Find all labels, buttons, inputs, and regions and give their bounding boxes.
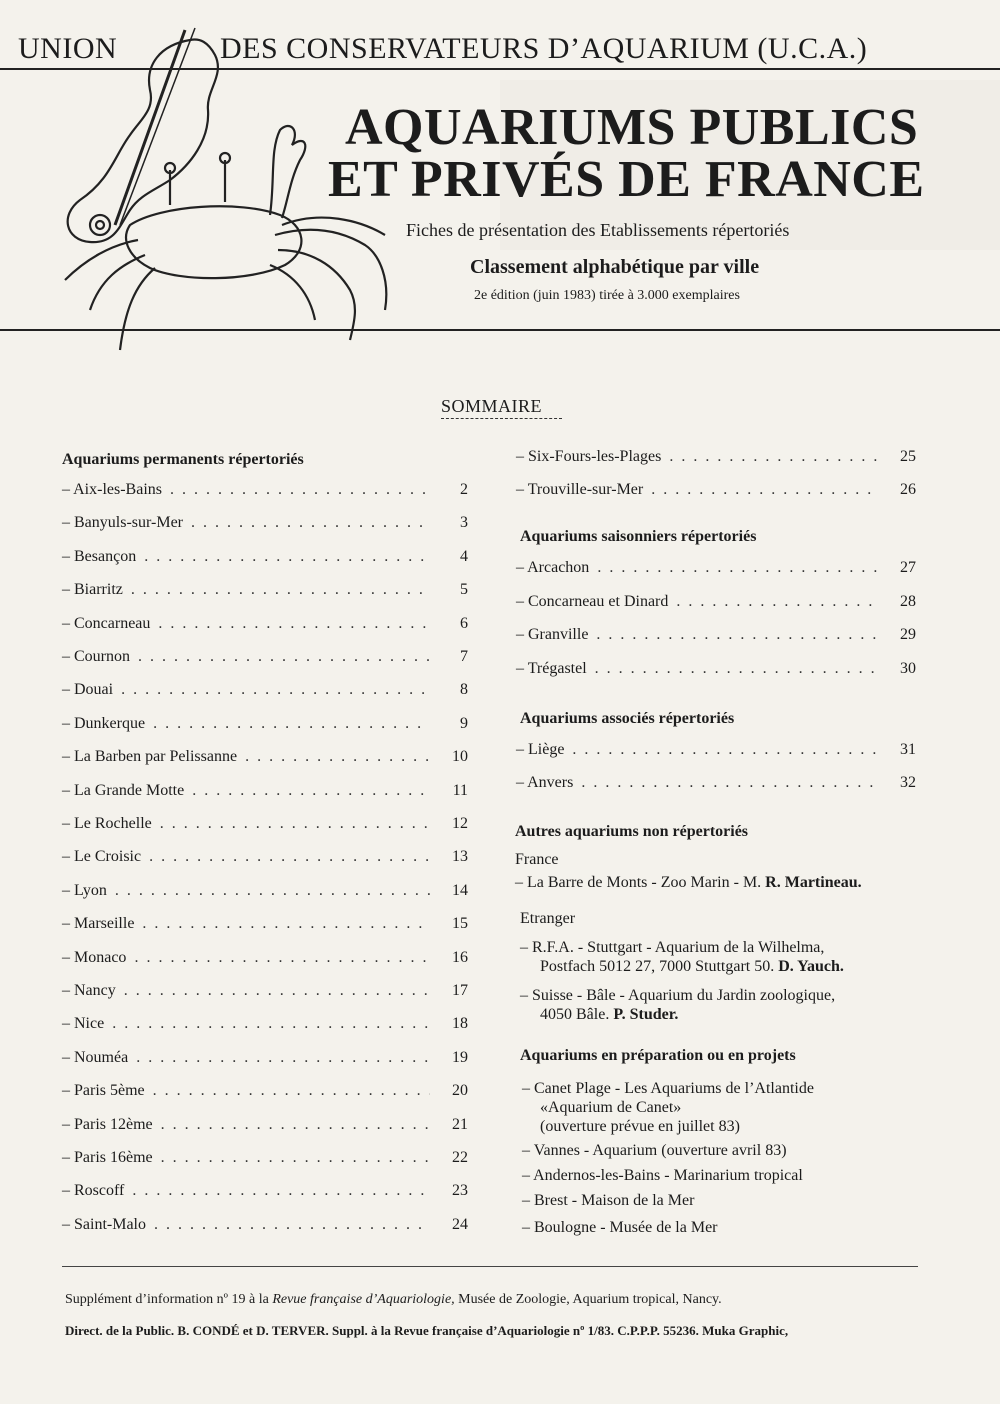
- toc-entry: [62, 1149, 468, 1171]
- sommaire-heading: SOMMAIRE: [441, 396, 543, 416]
- etranger-item-2-line2: [520, 1005, 835, 1024]
- toc-entry-page: 16: [452, 948, 468, 966]
- toc-entry-page: 28: [900, 592, 916, 610]
- toc-entry-name: – Besançon: [62, 547, 137, 565]
- toc-entry-name: – Cournon: [62, 648, 130, 665]
- toc-leader-dots: [596, 626, 878, 644]
- footer-line-1: [65, 1292, 722, 1308]
- toc-leader-dots: [676, 593, 878, 611]
- toc-leader-dots: [192, 782, 430, 800]
- autres-heading: Autres aquariums non répertoriés: [515, 823, 749, 840]
- toc-leader-dots: [161, 1149, 430, 1167]
- france-item-text: – La Barre de Monts - Zoo Marin - M.: [515, 874, 766, 891]
- etranger-item-1-contact: D. Yauch.: [778, 958, 844, 975]
- toc-entry: [62, 949, 468, 971]
- toc-entry-page: 31: [900, 741, 916, 758]
- toc-entry: [62, 748, 468, 770]
- toc-entry-name: – La Barben par Pelissanne: [62, 748, 238, 766]
- toc-entry: [62, 1182, 468, 1204]
- toc-entry: [62, 782, 468, 804]
- toc-entry-name: – Concarneau: [62, 614, 151, 632]
- toc-entry-name: – Paris 16ème: [62, 1149, 153, 1166]
- toc-entry-name: – Liège: [516, 741, 565, 758]
- toc-entry: [62, 1049, 468, 1071]
- toc-entry-page: 26: [900, 481, 916, 498]
- etranger-item-1: [520, 938, 844, 976]
- toc-entry-page: 6: [460, 614, 468, 632]
- toc-leader-dots: [115, 882, 430, 900]
- toc-entry: [62, 581, 468, 603]
- toc-entry-name: – Banyuls-sur-Mer: [62, 514, 183, 532]
- toc-leader-dots: [153, 715, 430, 733]
- edition-note: 2e édition (juin 1983) tirée à 3.000 exemplaires: [474, 288, 740, 303]
- toc-entry: [516, 741, 916, 763]
- sommaire-underline: [441, 418, 562, 419]
- toc-entry-page: 19: [452, 1048, 468, 1066]
- toc-entry-name: – La Grande Motte: [62, 781, 185, 799]
- toc-entry-page: 9: [460, 714, 468, 732]
- toc-entry-page: 12: [452, 815, 468, 832]
- toc-leader-dots: [669, 448, 878, 466]
- toc-leader-dots: [138, 648, 430, 666]
- etranger-item-1-address: Postfach 5012 27, 7000 Stuttgart 50.: [540, 958, 779, 975]
- toc-leader-dots: [158, 615, 430, 633]
- toc-entry-page: 11: [452, 781, 468, 799]
- etranger-item-2-line1: – Suisse - Bâle - Aquarium du Jardin zoologique,: [520, 987, 836, 1004]
- toc-entry-page: 27: [900, 559, 916, 576]
- title-line-1: AQUARIUMS PUBLICS: [345, 99, 919, 156]
- preparation-vannes: – Vannes - Aquarium (ouverture avril 83): [522, 1142, 787, 1159]
- toc-leader-dots: [124, 982, 430, 1000]
- toc-entry: [62, 982, 468, 1004]
- footer-line-1-pre: Supplément d’information nº 19 à la: [65, 1292, 273, 1307]
- toc-entry-name: – Lyon: [62, 881, 107, 899]
- toc-entry: [62, 1116, 468, 1138]
- associes-heading: Aquariums associés répertoriés: [520, 710, 735, 727]
- toc-leader-dots: [132, 1182, 430, 1200]
- association-name: DES CONSERVATEURS D’AQUARIUM (U.C.A.): [220, 32, 868, 65]
- toc-leader-dots: [161, 1116, 430, 1134]
- toc-leader-dots: [160, 815, 430, 833]
- toc-leader-dots: [651, 481, 878, 499]
- toc-entry: [62, 648, 468, 670]
- toc-entry: [62, 815, 468, 837]
- footer-line-1-post: Musée de Zoologie, Aquarium tropical, Nancy.: [454, 1292, 722, 1307]
- preparation-boulogne: – Boulogne - Musée de la Mer: [522, 1219, 718, 1236]
- toc-entry: [62, 715, 468, 737]
- subtitle: Fiches de présentation des Etablissements répertoriés: [406, 220, 790, 240]
- toc-entry-page: 25: [900, 448, 916, 465]
- toc-entry-name: – Aix-les-Bains: [62, 481, 162, 498]
- toc-entry: [516, 481, 916, 503]
- toc-leader-dots: [134, 949, 430, 967]
- preparation-canet: [522, 1079, 814, 1136]
- toc-leader-dots: [131, 581, 430, 599]
- etranger-item-2: [520, 986, 835, 1024]
- toc-entry: [62, 548, 468, 570]
- toc-leader-dots: [149, 848, 430, 866]
- preparation-brest: – Brest - Maison de la Mer: [522, 1192, 695, 1209]
- toc-entry-page: 13: [452, 848, 468, 866]
- toc-leader-dots: [191, 514, 430, 532]
- etranger-item-1-line1: – R.F.A. - Stuttgart - Aquarium de la Wilhelma,: [520, 939, 825, 956]
- toc-entry: [62, 681, 468, 703]
- toc-leader-dots: [581, 774, 878, 792]
- header-bottom-rule: [0, 329, 1000, 331]
- canet-line1: – Canet Plage - Les Aquariums de l’Atlantide: [522, 1080, 814, 1097]
- toc-entry-name: – Saint-Malo: [62, 1215, 146, 1233]
- toc-leader-dots: [154, 1216, 430, 1234]
- toc-entry-page: 4: [460, 547, 468, 565]
- toc-leader-dots: [597, 559, 878, 577]
- footer-rule: [62, 1266, 918, 1267]
- toc-entry-name: – Monaco: [62, 948, 127, 966]
- toc-entry: [516, 448, 916, 470]
- toc-entry: [516, 774, 916, 796]
- toc-entry-page: 21: [452, 1115, 468, 1133]
- toc-entry-page: 2: [460, 481, 468, 498]
- classement-label: Classement alphabétique par ville: [470, 256, 760, 278]
- toc-leader-dots: [572, 741, 878, 759]
- toc-entry-name: – Arcachon: [516, 559, 590, 576]
- toc-entry: [62, 915, 468, 937]
- toc-entry-page: 30: [900, 659, 916, 677]
- toc-leader-dots: [121, 681, 430, 699]
- france-item: [515, 873, 862, 892]
- footer-line-1-journal: Revue française d’Aquariologie,: [272, 1292, 455, 1307]
- toc-entry: [62, 514, 468, 536]
- toc-entry-page: 8: [460, 681, 468, 699]
- toc-entry-page: 15: [452, 915, 468, 933]
- toc-entry: [62, 1082, 468, 1104]
- toc-entry-name: – Paris 12ème: [62, 1115, 153, 1133]
- toc-entry-page: 18: [452, 1015, 468, 1033]
- toc-entry-name: – Nice: [62, 1015, 105, 1033]
- toc-entry-name: – Le Rochelle: [62, 815, 152, 832]
- toc-leader-dots: [595, 660, 878, 678]
- toc-entry-name: – Le Croisic: [62, 848, 142, 866]
- toc-entry-page: 24: [452, 1215, 468, 1233]
- toc-entry-page: 22: [452, 1149, 468, 1166]
- toc-entry-page: 3: [460, 514, 468, 532]
- toc-entry: [516, 626, 916, 648]
- violin-icon: [68, 40, 218, 243]
- toc-entry-name: – Six-Fours-les-Plages: [516, 448, 662, 465]
- toc-entry: [62, 1015, 468, 1037]
- toc-leader-dots: [144, 548, 430, 566]
- toc-entry-page: 5: [460, 581, 468, 599]
- title-line-2: ET PRIVÉS DE FRANCE: [328, 151, 925, 208]
- toc-entry-name: – Douai: [62, 681, 114, 699]
- toc-entry: [516, 660, 916, 682]
- toc-entry-name: – Trégastel: [516, 659, 587, 677]
- toc-entry-page: 23: [452, 1182, 468, 1200]
- toc-entry-page: 7: [460, 648, 468, 665]
- etranger-label: Etranger: [520, 910, 576, 927]
- toc-entry: [62, 1216, 468, 1238]
- toc-entry: [516, 593, 916, 615]
- preparation-heading: Aquariums en préparation ou en projets: [520, 1047, 796, 1064]
- toc-entry: [62, 848, 468, 870]
- union-label: UNION: [18, 32, 118, 65]
- toc-entry-page: 32: [900, 774, 916, 791]
- preparation-andernos: – Andernos-les-Bains - Marinarium tropical: [522, 1167, 803, 1184]
- toc-entry-page: 17: [452, 982, 468, 999]
- footer-line-2: Direct. de la Public. B. CONDÉ et D. TERVER. Suppl. à la Revue française d’Aquariologie nº 1/83. C.P.P.P. 55236. Muka Graphic,: [65, 1323, 789, 1338]
- toc-entry-page: 10: [452, 748, 468, 766]
- toc-leader-dots: [153, 1082, 430, 1100]
- toc-entry: [62, 615, 468, 637]
- toc-entry-name: – Nancy: [62, 982, 116, 999]
- toc-entry-name: – Paris 5ème: [62, 1082, 145, 1100]
- toc-leader-dots: [170, 481, 430, 499]
- toc-entry-name: – Roscoff: [62, 1182, 125, 1200]
- toc-leader-dots: [142, 915, 430, 933]
- toc-entry: [62, 481, 468, 503]
- toc-entry-name: – Marseille: [62, 915, 135, 933]
- toc-entry-name: – Trouville-sur-Mer: [516, 481, 644, 498]
- canet-line3: (ouverture prévue en juillet 83): [540, 1118, 740, 1135]
- toc-entry-page: 20: [452, 1082, 468, 1100]
- toc-entry-name: – Dunkerque: [62, 714, 146, 732]
- toc-entry-page: 29: [900, 626, 916, 643]
- toc-entry-page: 14: [452, 881, 468, 899]
- toc-leader-dots: [245, 748, 430, 766]
- permanents-heading: Aquariums permanents répertoriés: [62, 451, 304, 468]
- toc-entry-name: – Anvers: [516, 774, 574, 791]
- toc-entry: [62, 882, 468, 904]
- toc-leader-dots: [136, 1049, 430, 1067]
- france-item-contact: R. Martineau.: [765, 874, 862, 891]
- toc-entry-name: – Concarneau et Dinard: [516, 592, 669, 610]
- saisonniers-heading: Aquariums saisonniers répertoriés: [520, 528, 757, 545]
- toc-entry-name: – Granville: [516, 626, 589, 643]
- canet-line2: «Aquarium de Canet»: [540, 1099, 682, 1116]
- toc-entry-name: – Nouméa: [62, 1048, 129, 1066]
- france-label: France: [515, 851, 559, 868]
- toc-leader-dots: [112, 1015, 430, 1033]
- toc-entry-name: – Biarritz: [62, 581, 123, 599]
- etranger-item-2-address: 4050 Bâle.: [540, 1006, 614, 1023]
- etranger-item-1-line2: [520, 957, 844, 976]
- etranger-item-2-contact: P. Studer.: [613, 1006, 679, 1023]
- toc-entry: [516, 559, 916, 581]
